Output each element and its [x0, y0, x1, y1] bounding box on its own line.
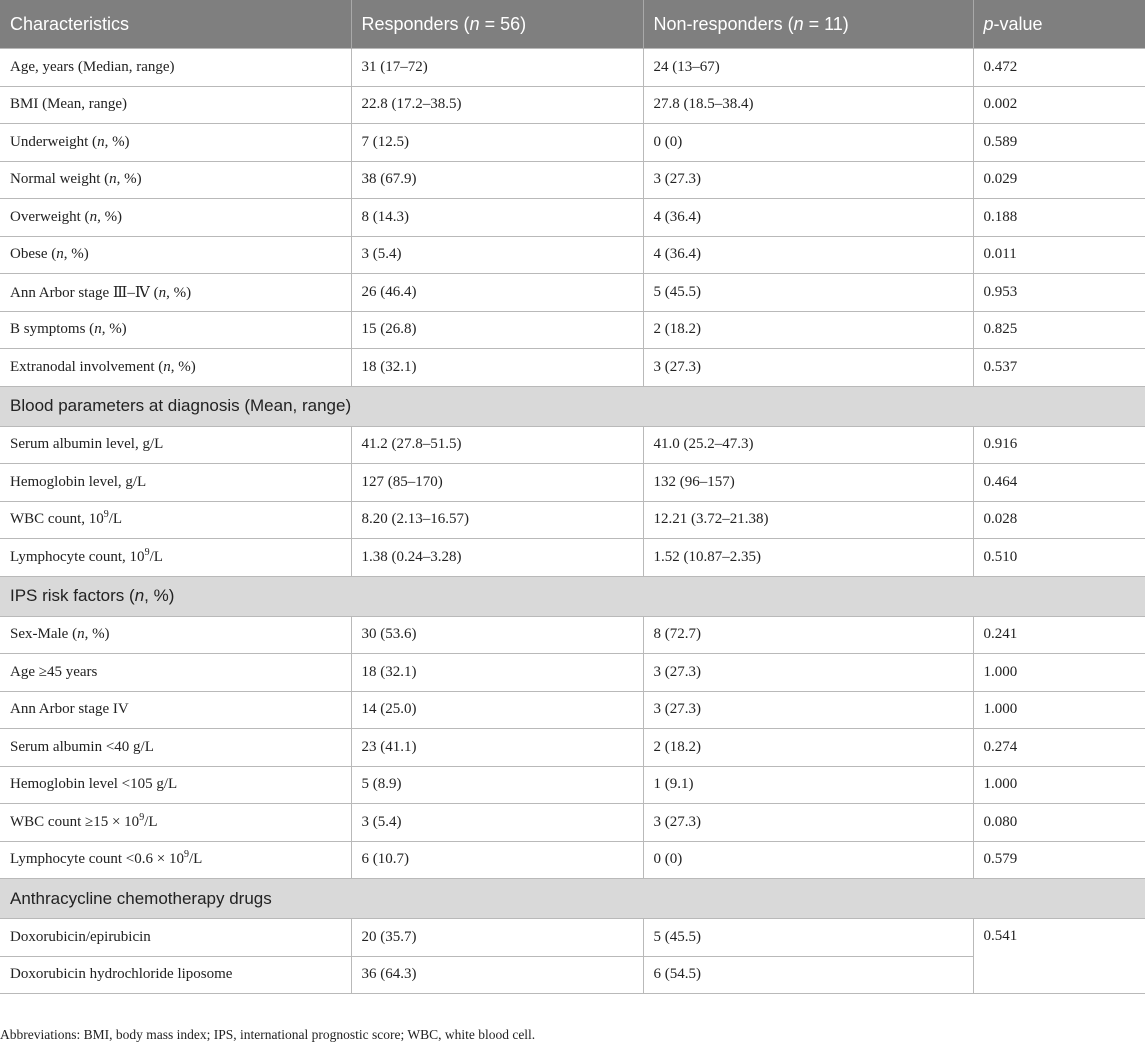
table-row: [0, 86, 1145, 124]
section-row-ips: [0, 576, 1145, 616]
header-responders: [351, 0, 643, 49]
row-label: Doxorubicin/epirubicin: [0, 919, 351, 957]
row-label: Ann Arbor stage IV: [0, 691, 351, 729]
responders-value: 3 (5.4): [351, 804, 643, 842]
header-p-italic: p: [983, 13, 994, 34]
p-value: 0.011: [973, 236, 1145, 274]
p-value: 0.579: [973, 841, 1145, 879]
table-row: [0, 539, 1145, 577]
row-label: Age ≥45 years: [0, 654, 351, 692]
nonresponders-value: 41.0 (25.2–47.3): [643, 426, 973, 464]
table-row: [0, 729, 1145, 767]
section-row-blood: [0, 386, 1145, 426]
p-value: 0.080: [973, 804, 1145, 842]
label-suffix: , %): [104, 133, 130, 150]
header-nonresponders: [643, 0, 973, 49]
row-label: [0, 199, 351, 237]
label-text: Lymphocyte count, 10: [10, 548, 145, 565]
p-value: 1.000: [973, 766, 1145, 804]
nonresponders-value: 0 (0): [643, 841, 973, 879]
header-responders-prefix: Responders (: [361, 13, 470, 34]
responders-value: 38 (67.9): [351, 161, 643, 199]
label-suffix: /L: [188, 851, 203, 868]
responders-value: 3 (5.4): [351, 236, 643, 274]
row-label: Doxorubicin hydrochloride liposome: [0, 956, 351, 994]
header-nonresponders-prefix: Non-responders (: [653, 13, 794, 34]
label-text: B symptoms (: [10, 321, 95, 338]
nonresponders-value: 3 (27.3): [643, 161, 973, 199]
label-italic: n: [77, 626, 85, 643]
responders-value: 30 (53.6): [351, 616, 643, 654]
table-row: [0, 501, 1145, 539]
label-italic: n: [94, 321, 102, 338]
table-row: [0, 841, 1145, 879]
label-text: Extranodal involvement (: [10, 358, 164, 375]
label-italic: n: [109, 171, 117, 188]
table-row: [0, 236, 1145, 274]
responders-value: 8.20 (2.13–16.57): [351, 501, 643, 539]
p-value: 0.464: [973, 464, 1145, 502]
nonresponders-value: 2 (18.2): [643, 729, 973, 767]
section-title-ips: [0, 576, 1145, 616]
nonresponders-value: 6 (54.5): [643, 956, 973, 994]
section-title-blood: Blood parameters at diagnosis (Mean, range): [0, 386, 1145, 426]
p-value: 0.916: [973, 426, 1145, 464]
label-italic: n: [56, 246, 64, 263]
row-label: Hemoglobin level, g/L: [0, 464, 351, 502]
label-sup: 9: [139, 811, 145, 823]
row-label: [0, 349, 351, 387]
label-sup: 9: [103, 509, 109, 521]
label-italic: n: [163, 358, 171, 375]
label-text: WBC count, 10: [10, 511, 104, 528]
p-value: 0.953: [973, 274, 1145, 312]
responders-value: 20 (35.7): [351, 919, 643, 957]
row-label: Serum albumin level, g/L: [0, 426, 351, 464]
responders-value: 127 (85–170): [351, 464, 643, 502]
row-label: [0, 616, 351, 654]
row-label: Age, years (Median, range): [0, 49, 351, 87]
table-row: [0, 161, 1145, 199]
nonresponders-value: 3 (27.3): [643, 691, 973, 729]
nonresponders-value: 4 (36.4): [643, 236, 973, 274]
p-value: 0.537: [973, 349, 1145, 387]
table-row: [0, 274, 1145, 312]
p-value: 1.000: [973, 691, 1145, 729]
row-label: [0, 501, 351, 539]
label-text: Underweight (: [10, 133, 98, 150]
row-label: [0, 161, 351, 199]
label-text: Normal weight (: [10, 171, 110, 188]
label-sup: 9: [183, 849, 189, 861]
label-suffix: , %): [97, 208, 123, 225]
nonresponders-value: 2 (18.2): [643, 311, 973, 349]
nonresponders-value: 5 (45.5): [643, 274, 973, 312]
row-label: [0, 124, 351, 162]
table-row: [0, 311, 1145, 349]
table-row: [0, 616, 1145, 654]
label-text: Sex-Male (: [10, 626, 78, 643]
label-suffix: , %): [101, 321, 127, 338]
responders-value: 31 (17–72): [351, 49, 643, 87]
nonresponders-value: 1.52 (10.87–2.35): [643, 539, 973, 577]
p-value: 0.188: [973, 199, 1145, 237]
nonresponders-value: 3 (27.3): [643, 804, 973, 842]
row-label: [0, 274, 351, 312]
responders-value: 1.38 (0.24–3.28): [351, 539, 643, 577]
p-value: 0.472: [973, 49, 1145, 87]
label-suffix: , %): [116, 171, 142, 188]
row-label: [0, 841, 351, 879]
table-row: [0, 464, 1145, 502]
label-suffix: /L: [144, 813, 158, 830]
label-suffix: /L: [149, 548, 163, 565]
label-italic: n: [158, 284, 167, 301]
row-label: [0, 236, 351, 274]
table-row: [0, 124, 1145, 162]
p-value: 0.589: [973, 124, 1145, 162]
section-ips-italic: n: [134, 586, 145, 605]
p-value: 0.274: [973, 729, 1145, 767]
responders-value: 22.8 (17.2–38.5): [351, 86, 643, 124]
nonresponders-value: 4 (36.4): [643, 199, 973, 237]
label-suffix: /L: [108, 511, 123, 528]
header-characteristics: Characteristics: [0, 0, 351, 49]
header-responders-suffix: = 56): [479, 13, 527, 34]
nonresponders-value: 3 (27.3): [643, 654, 973, 692]
header-responders-n: n: [469, 13, 480, 34]
responders-value: 18 (32.1): [351, 349, 643, 387]
table-row: [0, 349, 1145, 387]
table-row: [0, 919, 1145, 957]
label-text: Obese (: [10, 246, 57, 263]
label-italic: n: [89, 208, 98, 225]
p-value: 0.241: [973, 616, 1145, 654]
responders-value: 15 (26.8): [351, 311, 643, 349]
label-suffix: , %): [170, 358, 196, 375]
responders-value: 18 (32.1): [351, 654, 643, 692]
p-value: 1.000: [973, 654, 1145, 692]
responders-value: 41.2 (27.8–51.5): [351, 426, 643, 464]
label-suffix: , %): [84, 626, 110, 643]
header-nonresponders-n: n: [793, 13, 804, 34]
responders-value: 23 (41.1): [351, 729, 643, 767]
table-row: [0, 766, 1145, 804]
section-title-anthracycline: Anthracycline chemotherapy drugs: [0, 879, 1145, 919]
label-sup: 9: [144, 546, 150, 558]
row-label: [0, 311, 351, 349]
nonresponders-value: 0 (0): [643, 124, 973, 162]
label-text: Overweight (: [10, 208, 90, 225]
nonresponders-value: 1 (9.1): [643, 766, 973, 804]
p-value: 0.825: [973, 311, 1145, 349]
section-ips-prefix: IPS risk factors (: [10, 586, 135, 605]
row-label: BMI (Mean, range): [0, 86, 351, 124]
row-label: [0, 539, 351, 577]
table-row: [0, 654, 1145, 692]
table-row: [0, 49, 1145, 87]
table-row: [0, 199, 1145, 237]
responders-value: 7 (12.5): [351, 124, 643, 162]
nonresponders-value: 5 (45.5): [643, 919, 973, 957]
section-row-anthracycline: [0, 879, 1145, 919]
nonresponders-value: 24 (13–67): [643, 49, 973, 87]
responders-value: 6 (10.7): [351, 841, 643, 879]
nonresponders-value: 8 (72.7): [643, 616, 973, 654]
responders-value: 8 (14.3): [351, 199, 643, 237]
header-p-suffix: -value: [993, 13, 1043, 34]
p-value: 0.029: [973, 161, 1145, 199]
header-p-value: [973, 0, 1145, 49]
row-label: Serum albumin <40 g/L: [0, 729, 351, 767]
nonresponders-value: 3 (27.3): [643, 349, 973, 387]
row-label: Hemoglobin level <105 g/L: [0, 766, 351, 804]
label-text: WBC count ≥15 × 10: [10, 813, 140, 830]
table-row: [0, 691, 1145, 729]
nonresponders-value: 132 (96–157): [643, 464, 973, 502]
p-value: 0.028: [973, 501, 1145, 539]
table-row: [0, 426, 1145, 464]
table-footnote: Abbreviations: BMI, body mass index; IPS, international prognostic score; WBC, white blood cell.: [0, 1027, 536, 1042]
p-value: 0.002: [973, 86, 1145, 124]
responders-value: 26 (46.4): [351, 274, 643, 312]
p-value: 0.541: [973, 919, 1145, 994]
responders-value: 5 (8.9): [351, 766, 643, 804]
header-nonresponders-suffix: = 11): [803, 13, 849, 34]
responders-value: 14 (25.0): [351, 691, 643, 729]
section-ips-suffix: , %): [144, 586, 175, 605]
p-value: 0.510: [973, 539, 1145, 577]
table-row: [0, 804, 1145, 842]
nonresponders-value: 27.8 (18.5–38.4): [643, 86, 973, 124]
label-italic: n: [97, 133, 105, 150]
label-suffix: , %): [166, 284, 192, 301]
label-text: Lymphocyte count <0.6 × 10: [10, 851, 184, 868]
label-suffix: , %): [63, 246, 89, 263]
responders-value: 36 (64.3): [351, 956, 643, 994]
row-label: [0, 804, 351, 842]
table-header-row: [0, 0, 1145, 49]
nonresponders-value: 12.21 (3.72–21.38): [643, 501, 973, 539]
label-text: Ann Arbor stage Ⅲ–Ⅳ (: [10, 284, 159, 301]
